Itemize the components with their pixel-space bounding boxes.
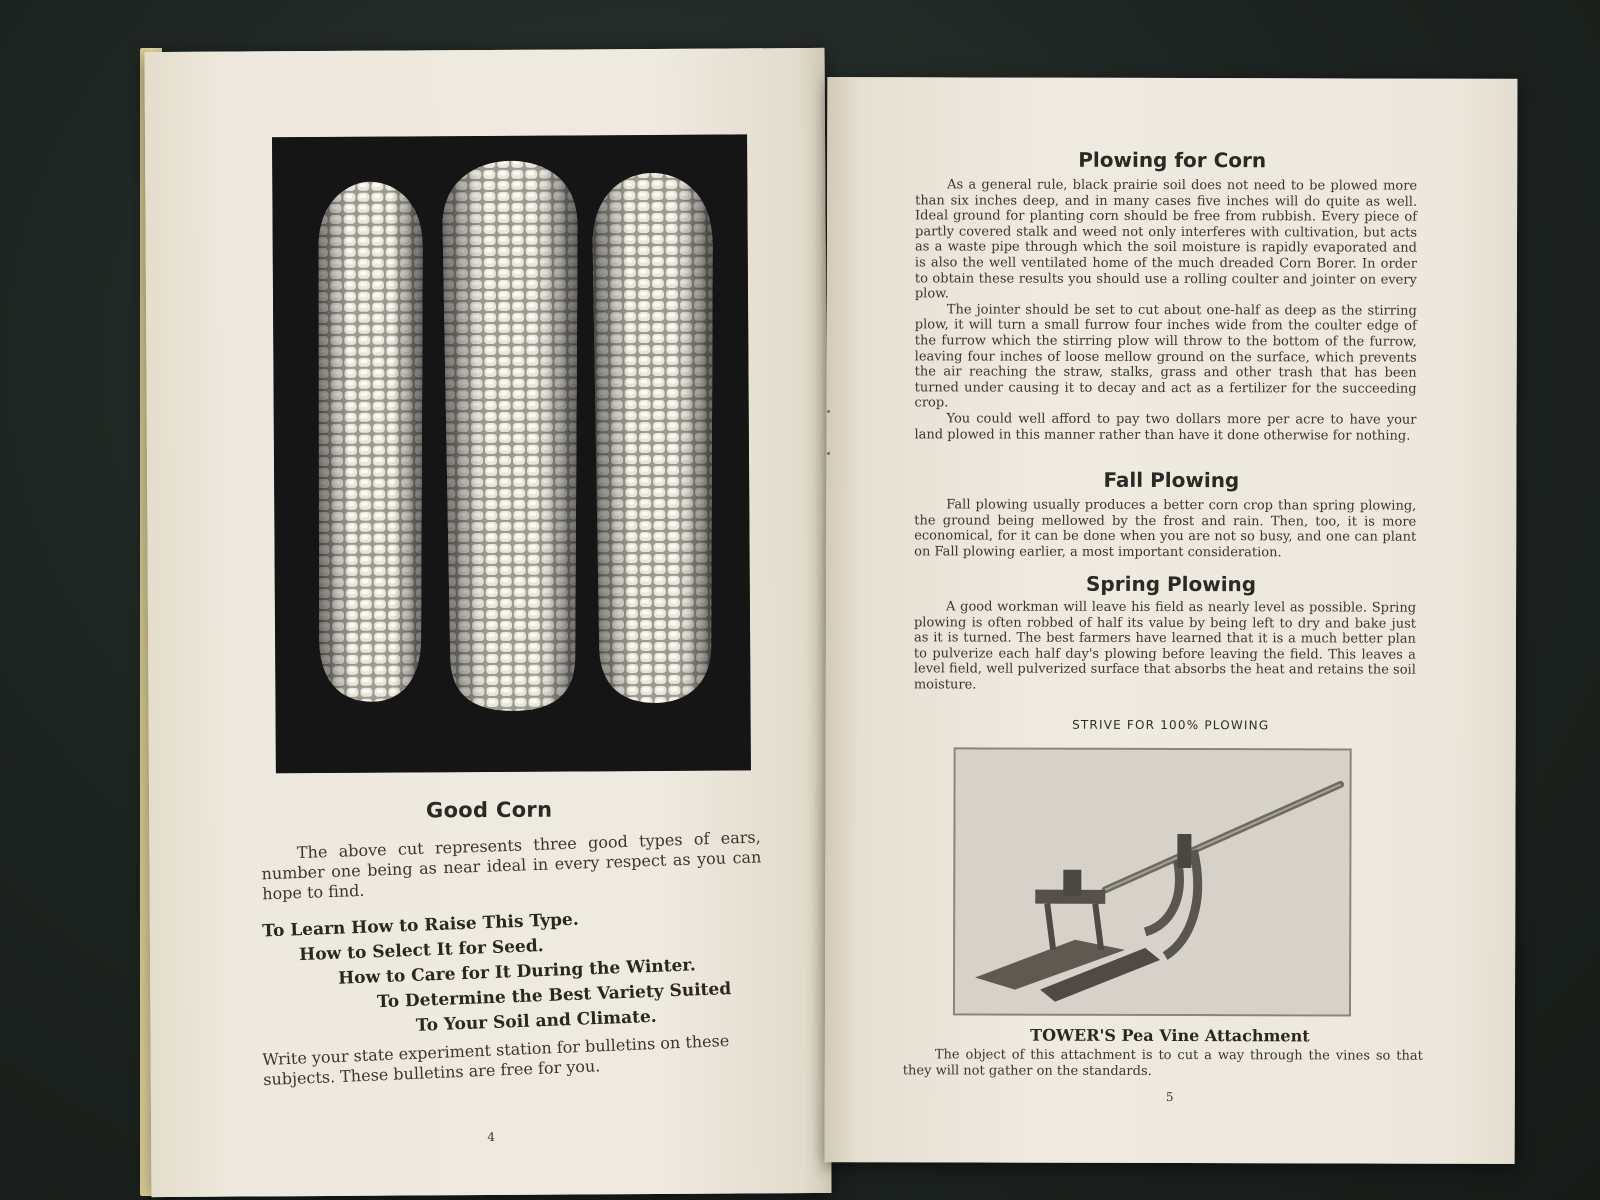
left-page [145,48,832,1197]
section-text-fall-plowing [914,497,1416,561]
section-text-plowing-for-corn [914,177,1417,443]
good-corn-title: Good Corn [425,797,553,823]
right-page [825,77,1518,1164]
attachment-description: The object of this attachment is to cut a way through the vines so that they will not gather on the standards. [902,1047,1423,1079]
attachment-caption: TOWER'S Pea Vine Attachment [1030,1025,1310,1046]
paragraph: You could well afford to pay two dollars more per acre to have your land plowed in this manner rather than have it done otherwise for nothing. [914,411,1417,444]
binding-staples [826,380,832,500]
paragraph: The jointer should be set to cut about one-half as deep as the stirring plow, it will turn a small furrow four inches wide from the coulter edge of the furrow which the stirring plow will throw to the bottom of the furrow, leaving four inches of loose mellow ground on the surface, which prevents the air reaching the straw, stalks, grass and other trash that has been turned under causing it to decay and act as a fertilizer for the succeeding crop. [914,302,1417,411]
pea-vine-attachment-photo [953,747,1352,1016]
page-number-right: 5 [1165,1089,1174,1105]
good-corn-description: The above cut represents three good types of ears, number one being as near ideal in every respect as you can hope to find. [261,827,762,904]
step-item: How to Care for It During the Winter. [337,955,697,989]
page-number-left: 4 [487,1129,495,1145]
step-item: To Your Soil and Climate. [415,1006,658,1036]
section-title-fall-plowing: Fall Plowing [1103,467,1240,493]
corn-steps-list [261,902,782,1036]
corn-ears-illustration [272,134,751,773]
corn-photo [272,134,751,773]
section-title-plowing-for-corn: Plowing for Corn [1078,147,1267,173]
step-item: How to Select It for Seed. [298,936,544,966]
step-item: To Learn How to Raise This Type. [261,909,580,942]
section-text-spring-plowing [914,599,1416,694]
paragraph: As a general rule, black prairie soil does not need to be plowed more than six inches deep, and in many cases five inches will do quite as well. Ideal ground for planting corn should be free from rubbish. Every piece of partly covered stalk and weed not only interferes with cultivation, but acts as a waste pipe through which the soil moisture is rapidly evaporated and is also the well ventilated home of the much dreaded Corn Borer. In order to obtain these results you should use a rolling coulter and jointer on every plow. [914,177,1418,302]
paragraph: Fall plowing usually produces a better corn crop than spring plowing, the ground being mellowed by the frost and rain. Then, too, it is more economical, for it can be done when you are not so busy, and one can plant on Fall plowing earlier, a most important consideration. [914,497,1417,561]
section-title-spring-plowing: Spring Plowing [1086,571,1257,597]
step-item: To Determine the Best Variety Suited [376,979,732,1013]
plow-attachment-illustration [955,749,1350,1014]
experiment-station-note: Write your state experiment station for bulletins on these subjects. These bulletins are free for you. [262,1030,730,1090]
paragraph: A good workman will leave his field as nearly level as possible. Spring plowing is often robbed of half its value by being left to dry and bake just as it is turned. The best farmers have learned that it is a much better plan to pulverize each half day's plowing before leaving the field. This leaves a level field, well pulverized surface that absorbs the heat and retains the soil moisture. [913,599,1417,693]
strive-slogan: STRIVE FOR 100% PLOWING [1072,717,1270,733]
